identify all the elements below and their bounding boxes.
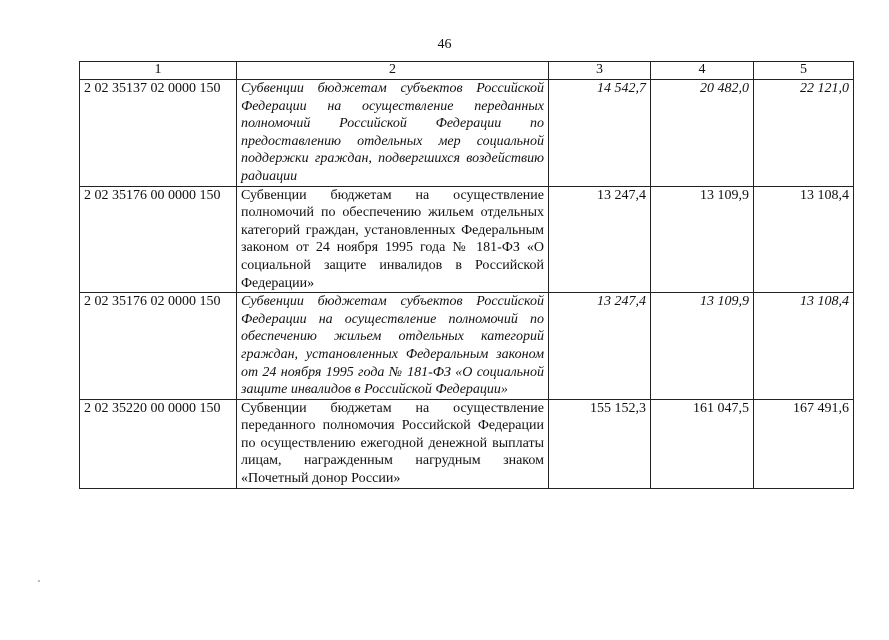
- scan-speck: [38, 580, 40, 582]
- description-cell: Субвенции бюджетам субъектов Российской Федерации на осуществление полномочий по обеспечению жильем отдельных категорий граждан, установленных Федеральным законом от 24 ноября 1995 года № 181-ФЗ «О социальной защите инвалидов в Российской Федерации»: [237, 293, 549, 400]
- page-number: 46: [437, 37, 452, 52]
- description-cell: Субвенции бюджетам на осуществление полномочий по обеспечению жильем отдельных категорий граждан, установленных Федеральным законом от 24 ноября 1995 года № 181-ФЗ «О социальной защите инвалидов в Российской Федерации»: [237, 186, 549, 293]
- budget-code-cell: 2 02 35176 02 0000 150: [80, 293, 237, 400]
- value-col5-cell: 13 108,4: [754, 293, 854, 400]
- table-row: [80, 399, 854, 488]
- column-header-5: 5: [754, 62, 854, 80]
- value-col5-cell: 167 491,6: [754, 399, 854, 488]
- value-col5-cell: 22 121,0: [754, 80, 854, 187]
- value-col4-cell: 13 109,9: [651, 186, 754, 293]
- budget-code-cell: 2 02 35220 00 0000 150: [80, 399, 237, 488]
- description-cell: Субвенции бюджетам субъектов Российской Федерации на осуществление переданных полномочий Российской Федерации по предоставлению отдельных мер социальной поддержки граждан, подвергшихся воздействию радиации: [237, 80, 549, 187]
- value-col3-cell: 14 542,7: [549, 80, 651, 187]
- value-col3-cell: 155 152,3: [549, 399, 651, 488]
- value-col4-cell: 161 047,5: [651, 399, 754, 488]
- table-row: [80, 293, 854, 400]
- value-col4-cell: 20 482,0: [651, 80, 754, 187]
- value-col3-cell: 13 247,4: [549, 186, 651, 293]
- column-header-2: 2: [237, 62, 549, 80]
- description-cell: Субвенции бюджетам на осуществление переданного полномочия Российской Федерации по осуществлению ежегодной денежной выплаты лицам, награжденным нагрудным знаком «Почетный донор России»: [237, 399, 549, 488]
- value-col5-cell: 13 108,4: [754, 186, 854, 293]
- value-col4-cell: 13 109,9: [651, 293, 754, 400]
- value-col3-cell: 13 247,4: [549, 293, 651, 400]
- table-header-row: [80, 62, 854, 80]
- column-header-1: 1: [80, 62, 237, 80]
- table-row: [80, 186, 854, 293]
- budget-code-cell: 2 02 35176 00 0000 150: [80, 186, 237, 293]
- budget-code-cell: 2 02 35137 02 0000 150: [80, 80, 237, 187]
- table-row: [80, 80, 854, 187]
- budget-table: [79, 61, 854, 489]
- column-header-3: 3: [549, 62, 651, 80]
- column-header-4: 4: [651, 62, 754, 80]
